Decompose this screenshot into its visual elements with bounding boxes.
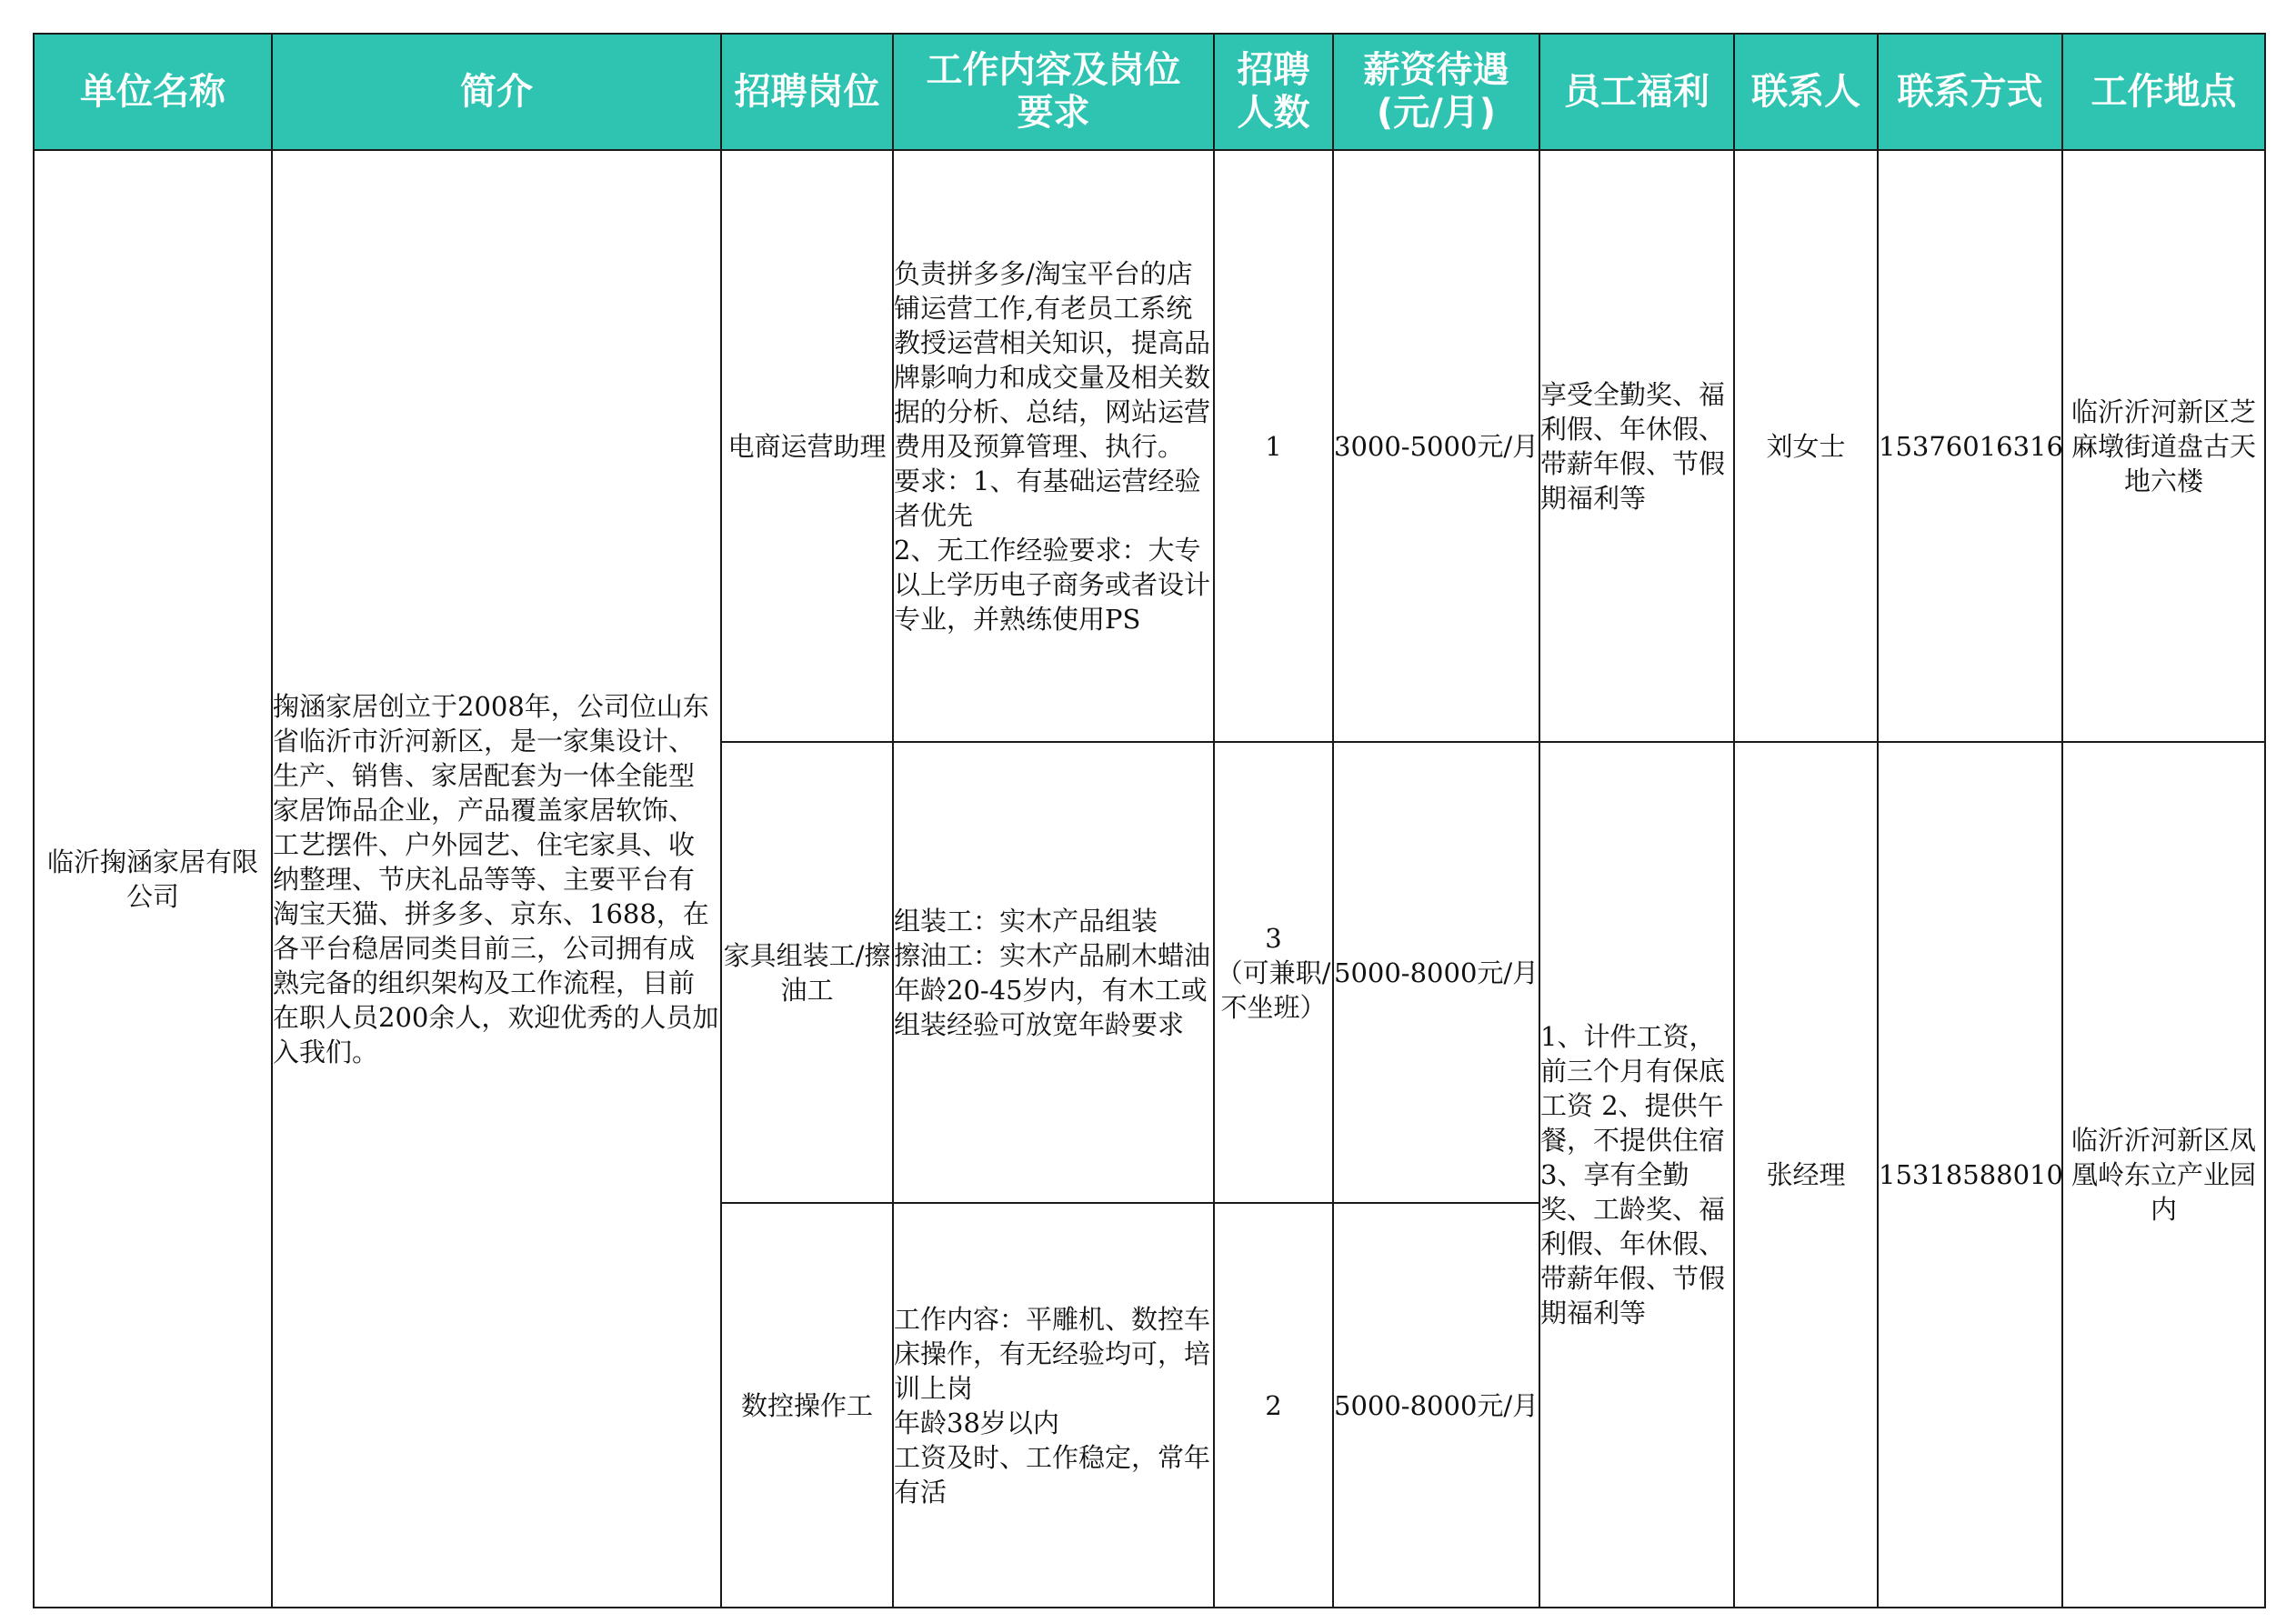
job-title: 电商运营助理 (721, 150, 893, 742)
header-company: 单位名称 (34, 34, 272, 150)
job-count: 3 （可兼职/不坐班） (1214, 742, 1333, 1203)
header-duties-line2: 要求 (1017, 92, 1090, 134)
header-salary (1333, 34, 1539, 150)
header-count (1214, 34, 1333, 150)
header-intro: 简介 (272, 34, 721, 150)
job-salary: 5000-8000元/月 (1333, 742, 1539, 1203)
job-count: 1 (1214, 150, 1333, 742)
header-duties (893, 34, 1214, 150)
job-contact: 刘女士 (1734, 150, 1878, 742)
header-duties-line1: 工作内容及岗位 (926, 49, 1181, 91)
recruitment-table (33, 33, 2266, 1608)
job-contact-shared: 张经理 (1734, 742, 1878, 1608)
job-count: 2 (1214, 1203, 1333, 1608)
job-duties: 负责拼多多/淘宝平台的店铺运营工作,有老员工系统教授运营相关知识，提高品牌影响力和成交量及相关数据的分析、总结，网站运营费用及预算管理、执行。 要求：1、有基础运营经验者优先 2、无工作经验要求：大专以上学历电子商务或者设计专业，并熟练使用PS (893, 150, 1214, 742)
job-duties: 工作内容：平雕机、数控车床操作，有无经验均可，培训上岗 年龄38岁以内 工资及时、工作稳定，常年有活 (893, 1203, 1214, 1608)
header-salary-line1: 薪资待遇 (1363, 49, 1509, 91)
job-benefits-shared: 1、计件工资，前三个月有保底工资 2、提供午餐，不提供住宿 3、享有全勤奖、工龄奖、福利假、年休假、带薪年假、节假期福利等 (1539, 742, 1734, 1608)
table-row (34, 150, 2265, 742)
job-location: 临沂沂河新区芝麻墩街道盘古天地六楼 (2062, 150, 2265, 742)
header-location: 工作地点 (2062, 34, 2265, 150)
job-benefits: 享受全勤奖、福利假、年休假、带薪年假、节假期福利等 (1539, 150, 1734, 742)
job-title: 数控操作工 (721, 1203, 893, 1608)
job-salary: 5000-8000元/月 (1333, 1203, 1539, 1608)
job-title: 家具组装工/擦油工 (721, 742, 893, 1203)
header-contact: 联系人 (1734, 34, 1878, 150)
job-phone[interactable]: 15376016316 (1878, 150, 2062, 742)
header-benefits: 员工福利 (1539, 34, 1734, 150)
job-salary: 3000-5000元/月 (1333, 150, 1539, 742)
job-phone-shared[interactable]: 15318588010 (1878, 742, 2062, 1608)
header-salary-line2: (元/月) (1376, 92, 1497, 134)
header-count-line2: 人数 (1237, 92, 1310, 134)
company-intro: 掬涵家居创立于2008年，公司位山东省临沂市沂河新区，是一家集设计、生产、销售、家居配套为一体全能型家居饰品企业，产品覆盖家居软饰、工艺摆件、户外园艺、住宅家具、收纳整理、节庆礼品等等、主要平台有淘宝天猫、拼多多、京东、1688，在各平台稳居同类目前三，公司拥有成熟完备的组织架构及工作流程，目前在职人员200余人，欢迎优秀的人员加入我们。 (272, 150, 721, 1608)
header-row (34, 34, 2265, 150)
header-phone: 联系方式 (1878, 34, 2062, 150)
job-duties: 组装工：实木产品组装 擦油工：实木产品刷木蜡油 年龄20-45岁内，有木工或组装经验可放宽年龄要求 (893, 742, 1214, 1203)
company-name: 临沂掬涵家居有限公司 (34, 150, 272, 1608)
header-count-line1: 招聘 (1237, 49, 1310, 91)
job-location-shared: 临沂沂河新区凤凰岭东立产业园内 (2062, 742, 2265, 1608)
header-position: 招聘岗位 (721, 34, 893, 150)
